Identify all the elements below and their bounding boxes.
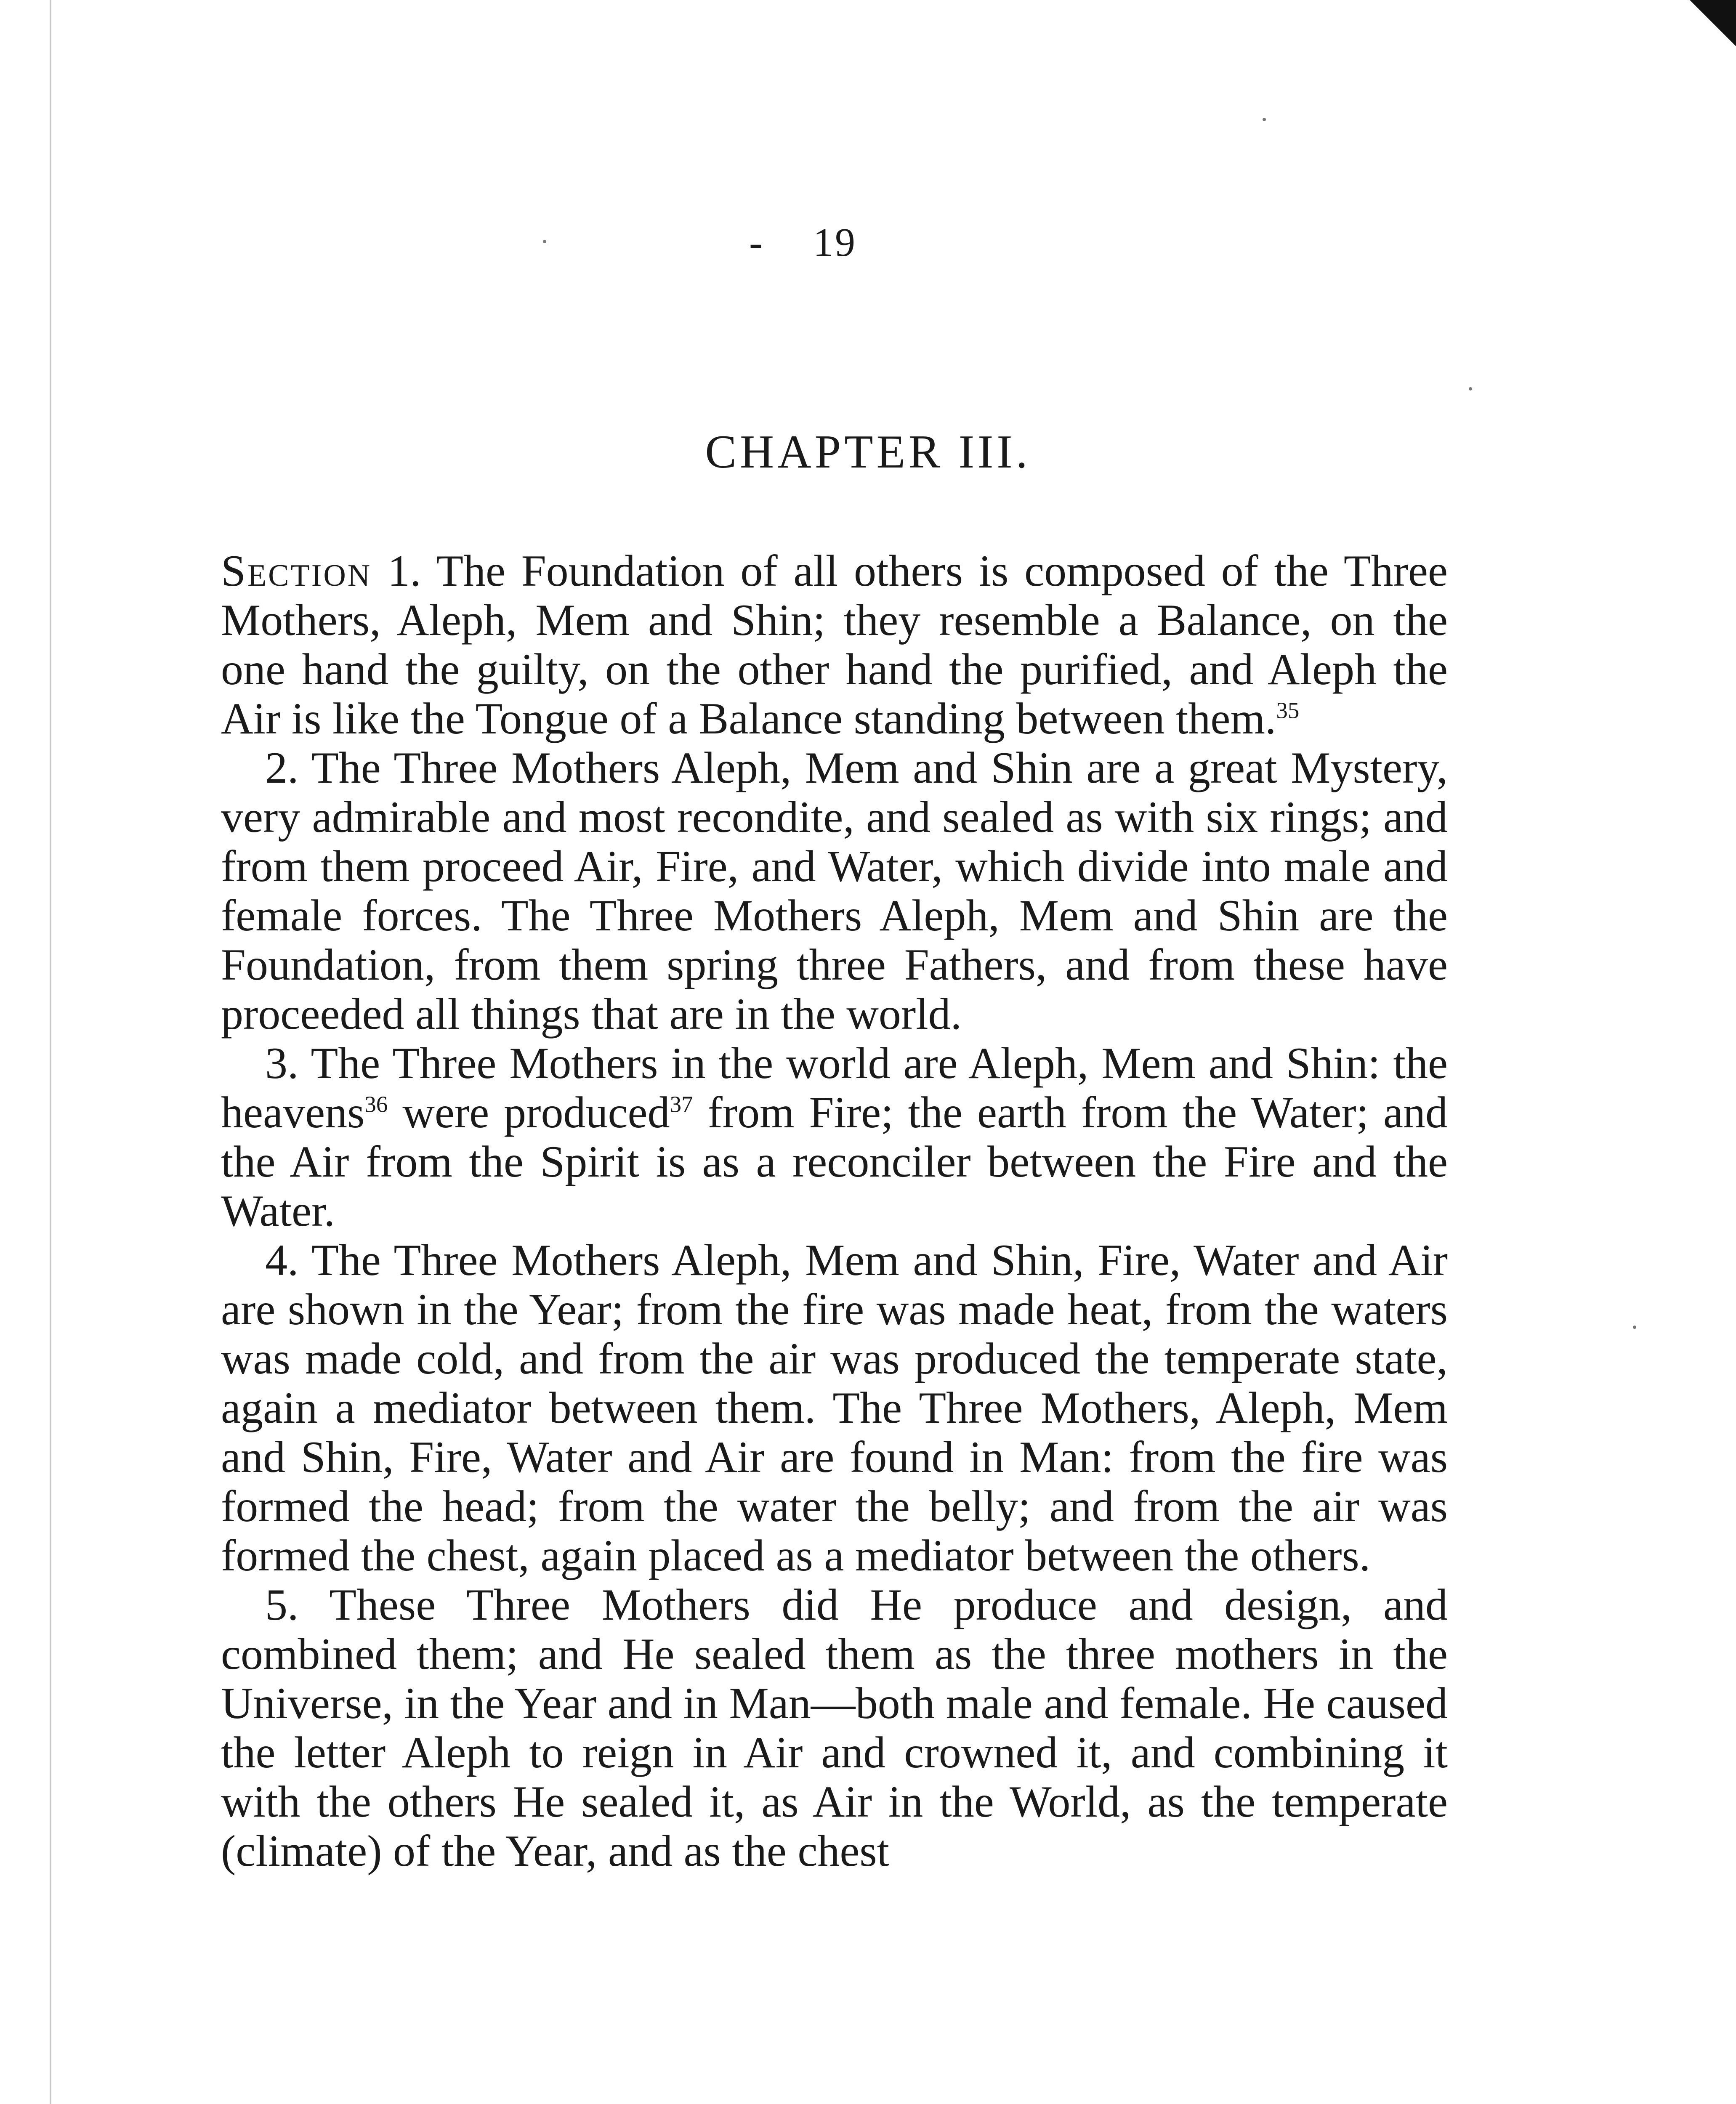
paragraph-4: 4. The Three Mothers Aleph, Mem and Shin, Fire, Water and Air are shown in the Year; from the fire was made heat, from the waters was made cold, and from the air was produced the temperate state, again a mediator between them. The Three Mothers, Aleph, Mem and Shin, Fire, Water and Air are found in Man: from the fire was formed the head; from the water the belly; and from the air was formed the chest, again placed as a mediator between the others.	[221, 1235, 1448, 1580]
body-text	[221, 546, 1448, 1876]
scan-corner-mark	[1690, 0, 1736, 46]
paragraph-5: 5. These Three Mothers did He produce and design, and combined them; and He sealed them as the three mothers in the Universe, in the Year and in Man—both male and female. He caused the letter Aleph to reign in Air and crowned it, and combining it with the others He sealed it, as Air in the World, as the temperate (climate) of the Year, and as the chest	[221, 1580, 1448, 1876]
paragraph-3-text-c: from Fire; the earth from the Water; and the Air from the Spirit is as a reconciler between the Fire and the Water.	[221, 1088, 1448, 1235]
chapter-title: CHAPTER III.	[705, 426, 1031, 478]
paragraph-section-1	[221, 546, 1448, 743]
page-number	[749, 219, 1002, 266]
scan-speck	[1469, 387, 1472, 391]
paragraph-3	[221, 1039, 1448, 1235]
scan-left-edge	[50, 0, 51, 2104]
page-number-prefix: -	[749, 220, 764, 265]
paragraph-3-text-b: were produced	[388, 1088, 670, 1137]
paragraph-1-text: The Foundation of all others is composed of the Three Mothers, Aleph, Mem and Shin; they resemble a Balance, on the one hand the guilty, on the other hand the purified, and Aleph the Air is like the Tongue of a Balance standing between them.	[221, 546, 1448, 743]
footnote-ref-35: 35	[1276, 697, 1300, 723]
section-label: Section	[221, 546, 372, 595]
paragraph-2: 2. The Three Mothers Aleph, Mem and Shin are a great Mystery, very admirable and most recondite, and sealed as with six rings; and from them proceed Air, Fire, and Water, which divide into male and female forces. The Three Mothers Aleph, Mem and Shin are the Foundation, from them spring three Fathers, and from these have proceeded all things that are in the world.	[221, 743, 1448, 1039]
scan-speck	[543, 240, 546, 243]
footnote-ref-37: 37	[670, 1091, 693, 1117]
footnote-ref-36: 36	[364, 1091, 388, 1117]
scan-speck	[1263, 118, 1266, 121]
paragraph-3-text-a: 3. The Three Mothers in the world are Aleph, Mem and Shin: the heavens	[221, 1039, 1448, 1137]
scan-speck	[1633, 1326, 1636, 1329]
section-number: 1.	[387, 546, 421, 595]
page-number-value: 19	[813, 220, 857, 265]
